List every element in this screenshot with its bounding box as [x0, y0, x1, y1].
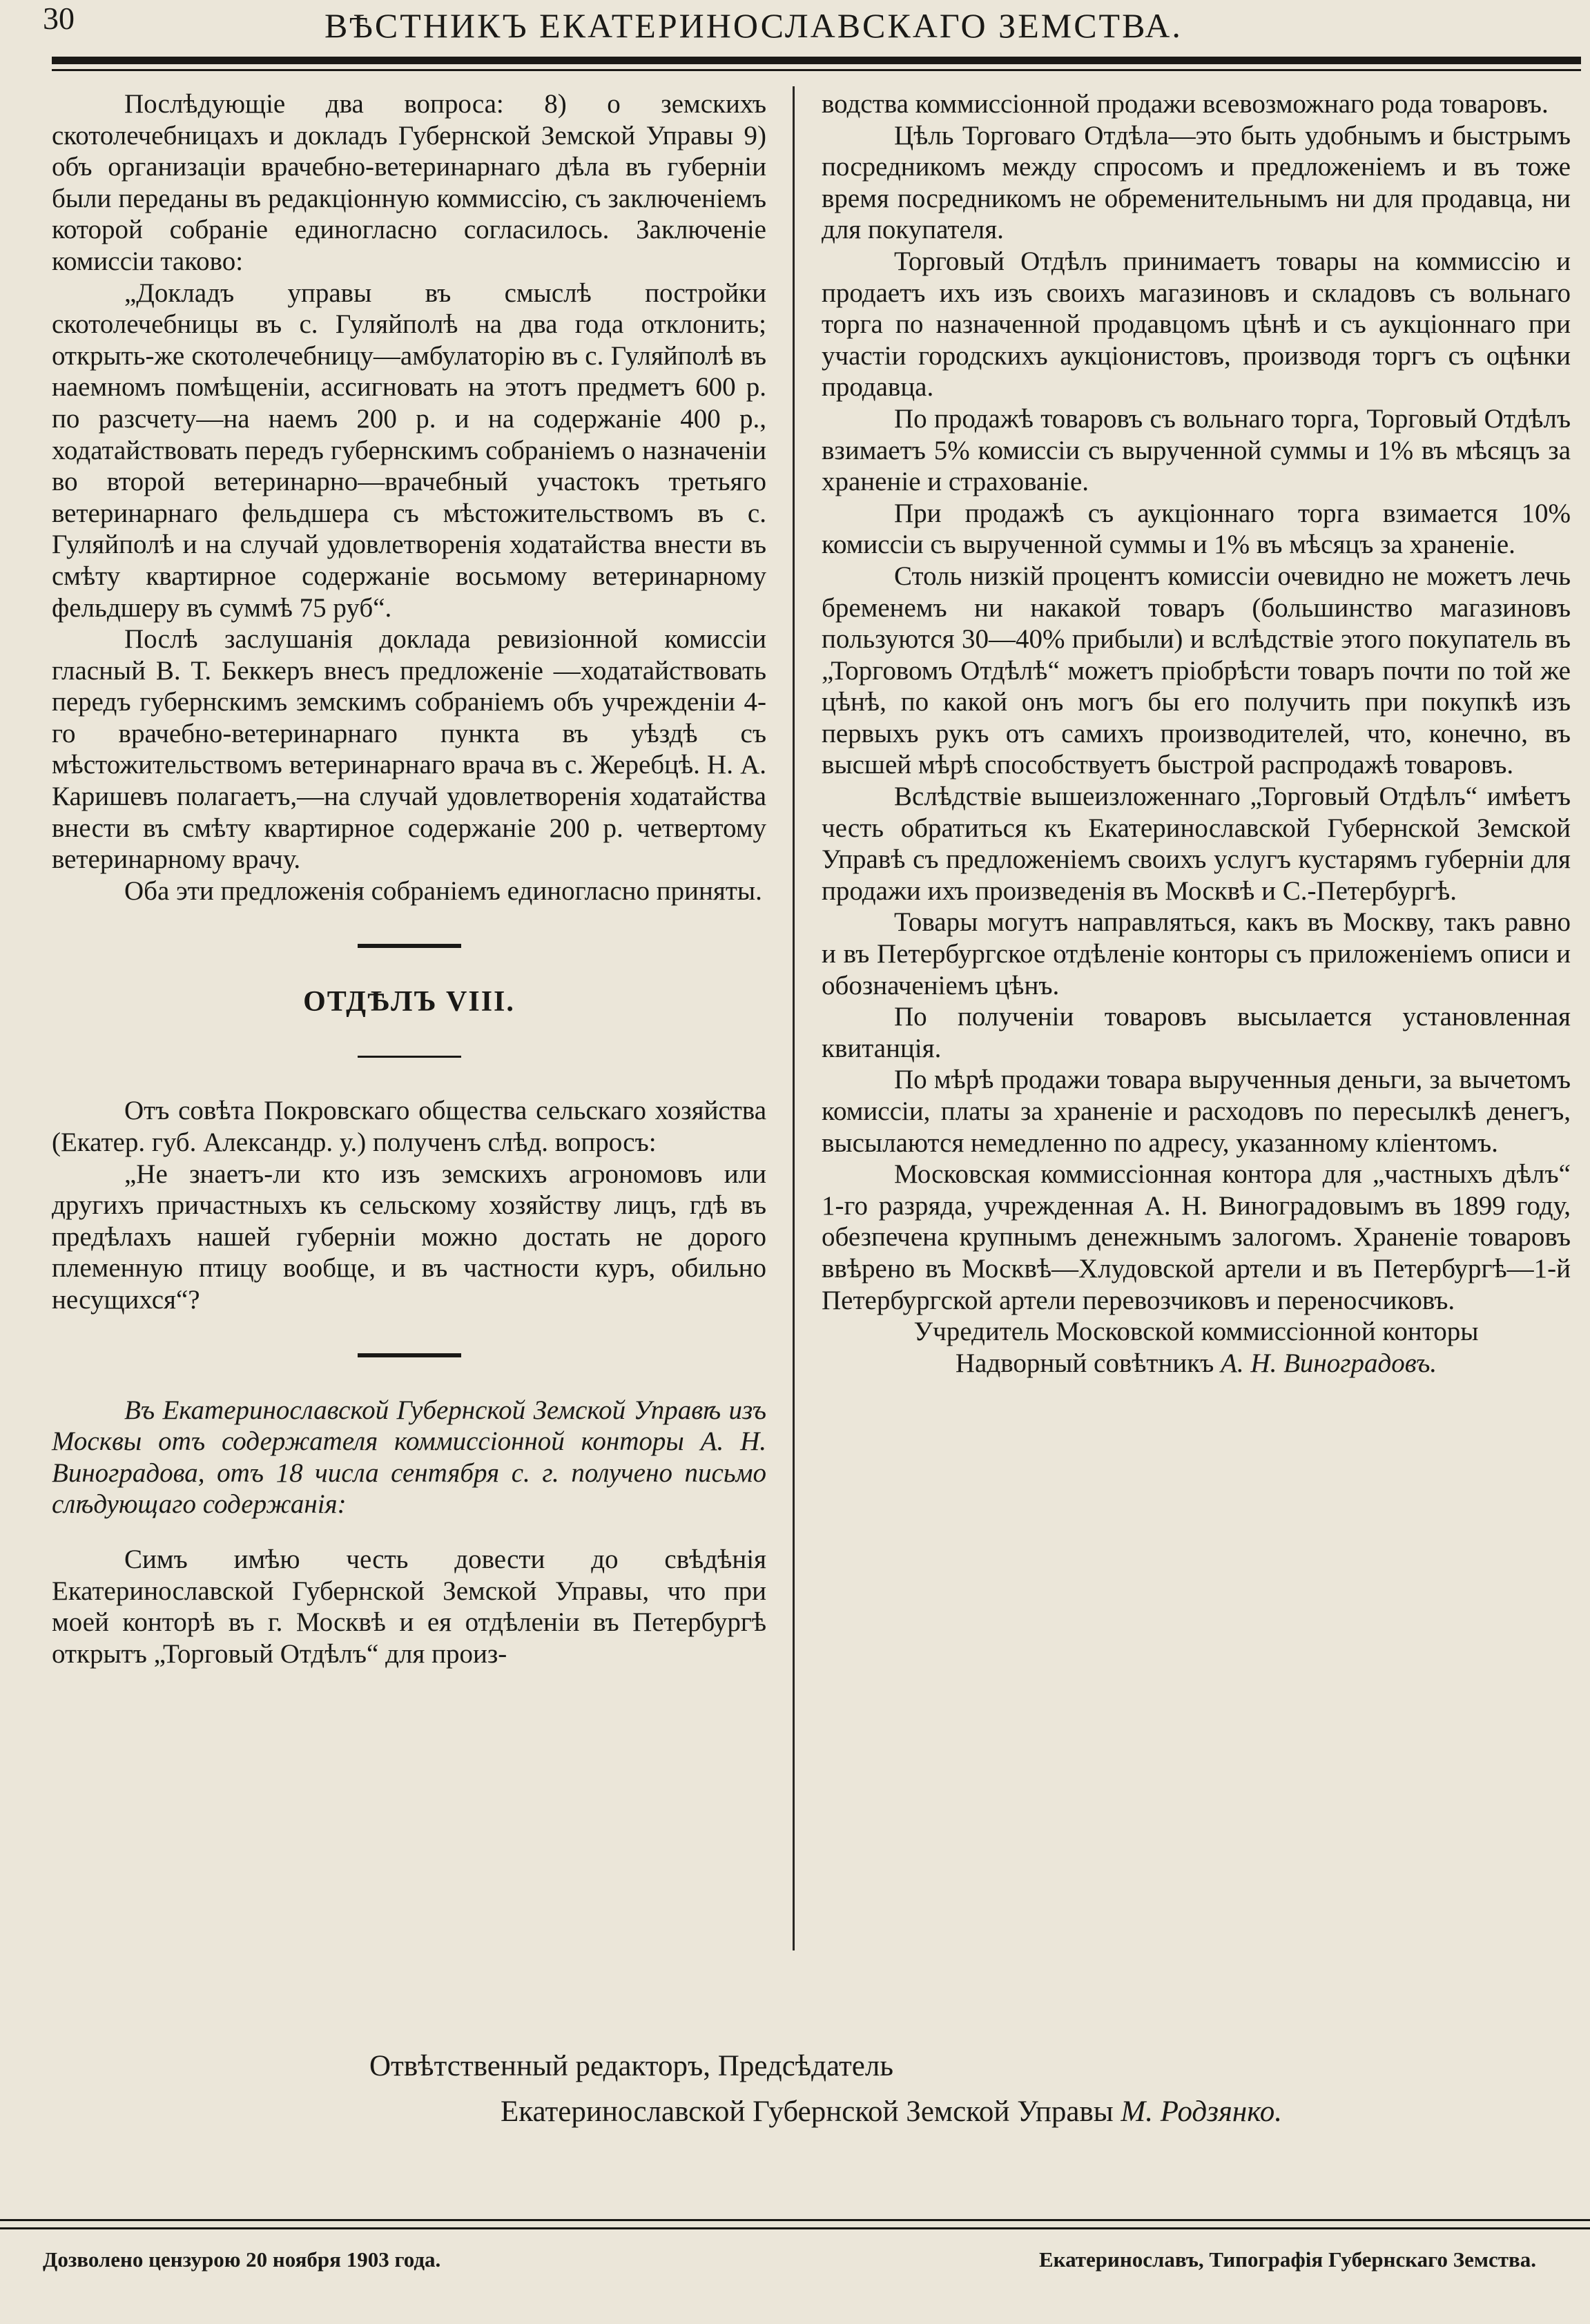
paragraph: Вслѣдствіе вышеизложеннаго „Торговый Отдѣлъ“ имѣетъ честь обратиться къ Екатеринославской Губернской Земской Управѣ съ предложеніемъ своихъ услугъ кустарямъ губерніи для продажи ихъ произведенія въ Москвѣ и С.-Петербургѣ.: [822, 782, 1571, 906]
header-rule-thin: [52, 69, 1581, 71]
section-separator: [358, 1056, 461, 1058]
paragraph: водства коммиссіонной продажи всевозможнаго рода товаровъ.: [822, 89, 1549, 119]
paragraph: Торговый Отдѣлъ принимаетъ товары на коммиссію и продаетъ ихъ изъ своихъ магазиновъ и складовъ съ вольнаго торга по назначенной продавцомъ цѣнѣ и съ аукціоннаго при участіи городскихъ аукціонистовъ, производя торгъ съ оцѣнки продавца.: [822, 246, 1571, 403]
editor-title: Отвѣтственный редакторъ, Предсѣдатель: [369, 2050, 893, 2082]
footer-rule: [0, 2219, 1590, 2221]
italic-intro: Въ Екатеринославской Губернской Земской Управѣ изъ Москвы отъ содержателя коммиссіонной конторы А. Н. Виноградова, отъ 18 числа сентября с. г. получено письмо слѣдующаго содержанія:: [52, 1395, 766, 1520]
quoted-question: „Не знаетъ-ли кто изъ земскихъ агрономовъ или другихъ причастныхъ къ сельскому хозяйству лицъ, гдѣ въ предѣлахъ нашей губерніи можно достать не дорого племенную птицу вообще, и въ частности куръ, обильно несущихся“?: [52, 1159, 766, 1315]
paragraph: При продажѣ съ аукціоннаго торга взимается 10% комиссіи съ вырученной суммы и 1% въ мѣсяцъ за храненіе.: [822, 498, 1571, 560]
printer-note: Екатеринославъ, Типографія Губернскаго Земства.: [1039, 2247, 1536, 2272]
column-divider: [793, 86, 795, 1950]
paragraph: Послѣдующіе два вопроса: 8) о земскихъ скотолечебницахъ и докладъ Губернской Земской Управы 9) объ организаціи врачебно-ветеринарнаго дѣла въ губерніи были переданы въ редакціонную коммиссію, съ заключеніемъ которой собраніе единогласно согласилось. Заключеніе комиссіи таково:: [52, 89, 766, 276]
paragraph: Симъ имѣю честь довести до свѣдѣнія Екатеринославской Губернской Земской Управы, что при моей конторѣ въ г. Москвѣ и ея отдѣленіи въ Петербургѣ открытъ „Торговый Отдѣлъ“ для произ-: [52, 1544, 766, 1669]
journal-title: ВѢСТНИКЪ ЕКАТЕРИНОСЛАВСКАГО ЗЕМСТВА.: [324, 6, 1183, 45]
paragraph: Оба эти предложенія собраніемъ единогласно приняты.: [124, 875, 762, 906]
paragraph: Столь низкій процентъ комиссіи очевидно не можетъ лечь бременемъ ни накакой товаръ (большинство магазиновъ пользуются 30—40% прибыли) и вслѣдствіе этого покупатель въ „Торговомъ Отдѣлѣ“ можетъ пріобрѣсти товаръ почти по той же цѣнѣ, по какой онъ могъ бы его получить при покупкѣ изъ первыхъ рукъ отъ самихъ производителей, что, конечно, въ высшей мѣрѣ способствуетъ быстрой распродажѣ товаровъ.: [822, 561, 1571, 780]
editor-name: М. Родзянко.: [1121, 2095, 1282, 2128]
editor-office: Екатеринославской Губернской Земской Управы: [501, 2095, 1114, 2128]
paragraph: По полученіи товаровъ высылается установленная квитанція.: [822, 1002, 1571, 1063]
header-rule: [52, 57, 1581, 64]
paragraph: Цѣль Торговаго Отдѣла—это быть удобнымъ и быстрымъ посредникомъ между спросомъ и предложеніемъ и въ тоже время посредникомъ не обременительнымъ ни для продавца, ни для покупателя.: [822, 120, 1571, 245]
section-separator: [358, 944, 461, 948]
quoted-conclusion: „Докладъ управы въ смыслѣ постройки скотолечебницы въ с. Гуляйполѣ на два года отклонить; открыть-же скотолечебницу—амбулаторію въ с. Гуляйполѣ въ наемномъ помѣщеніи, ассигновать на этотъ предметъ 600 р. по разсчету—на наемъ 200 р. и на содержаніе 400 р., ходатайствовать передъ губернскимъ собраніемъ о назначеніи во второй ветеринарно—врачебный участокъ третьяго ветеринарнаго фельдшера съ мѣстожительствомъ въ с. Гуляйполѣ и на случай удовлетворенія ходатайства внести въ смѣту квартирное содержаніе восьмому ветеринарному фельдшеру въ суммѣ 75 руб“.: [52, 278, 766, 623]
paragraph: Товары могутъ направляться, какъ въ Москву, такъ равно и въ Петербургское отдѣленіе конторы съ приложеніемъ описи и обозначеніемъ цѣнъ.: [822, 907, 1571, 1000]
signature-line: Учредитель Московской коммиссіонной конторы: [913, 1317, 1479, 1347]
section-separator: [358, 1353, 461, 1357]
paragraph: Московская коммиссіонная контора для „частныхъ дѣлъ“ 1-го разряда, учрежденная А. Н. Виноградовымъ въ 1899 году, обезпечена крупнымъ денежнымъ залогомъ. Храненіе товаровъ ввѣрено въ Москвѣ—Хлудовской артели и въ Петербургѣ—1-й Петербургской артели перевозчиковъ и переносчиковъ.: [822, 1159, 1571, 1315]
signature-name: А. Н. Виноградовъ.: [1221, 1348, 1437, 1378]
editor-credit: [369, 2044, 1282, 2135]
section-heading: ОТДѢЛЪ VIII.: [303, 986, 515, 1018]
footer-rule-lower: [0, 2227, 1590, 2229]
censor-note: Дозволено цензурою 20 ноября 1903 года.: [43, 2247, 441, 2272]
signature-title: Надворный совѣтникъ: [955, 1348, 1214, 1378]
paragraph: Отъ совѣта Покровскаго общества сельскаго хозяйства (Екатер. губ. Александр. у.) полученъ слѣд. вопросъ:: [52, 1096, 766, 1158]
signature-block: [822, 1316, 1571, 1379]
paragraph: Послѣ заслушанія доклада ревизіонной комиссіи гласный В. Т. Беккеръ внесъ предложеніе —ходатайствовать передъ губернскимъ земскимъ собраніемъ объ учрежденіи 4-го врачебно-ветеринарнаго пункта въ уѣздѣ съ мѣстожительствомъ ветеринарнаго врача въ с. Жеребцѣ. Н. А. Каришевъ полагаетъ,—на случай удовлетворенія ходатайства внести въ смѣту квартирное содержаніе 200 р. четвертому ветеринарному врачу.: [52, 624, 766, 875]
paragraph: По мѣрѣ продажи товара вырученныя деньги, за вычетомъ комиссіи, платы за храненіе и расходовъ по пересылкѣ денегъ, высылаются немедленно по адресу, указанному кліентомъ.: [822, 1065, 1571, 1158]
left-column: [52, 88, 766, 1669]
paragraph: По продажѣ товаровъ съ вольнаго торга, Торговый Отдѣлъ взимаетъ 5% комиссіи съ вырученной суммы и 1% въ мѣсяцъ за храненіе и страхованіе.: [822, 403, 1571, 497]
page-number: 30: [43, 1, 75, 36]
right-column: [822, 88, 1571, 1379]
